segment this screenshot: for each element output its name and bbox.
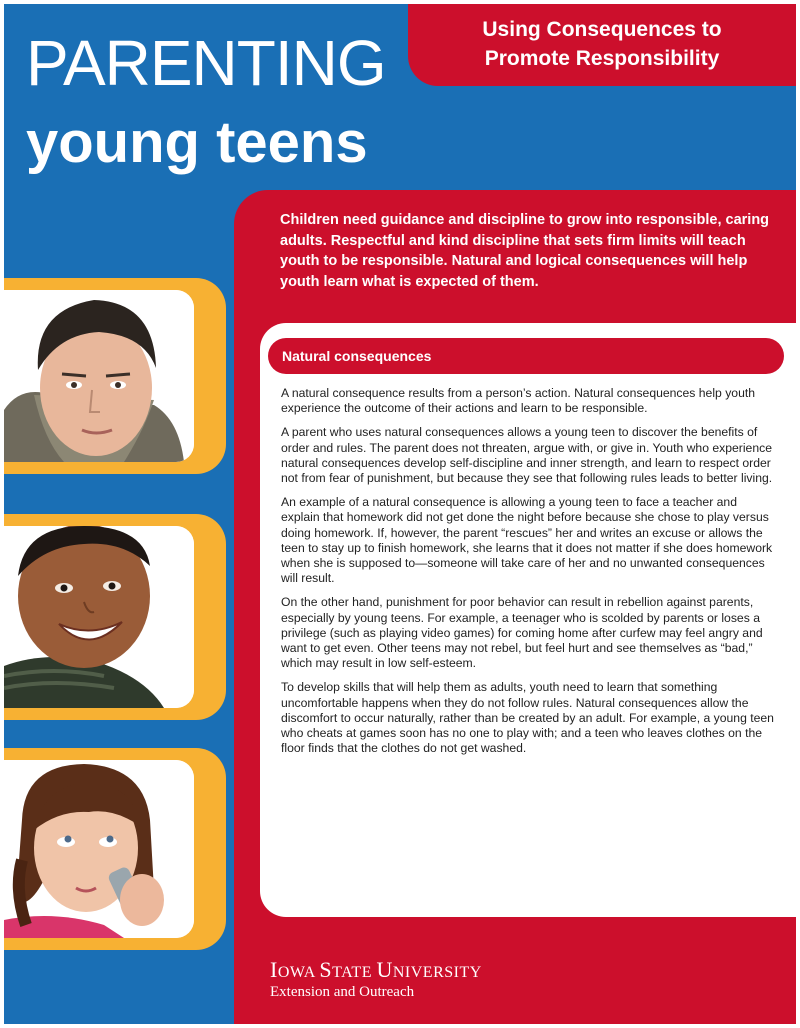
girl-phone-illustration bbox=[4, 760, 194, 938]
subtitle-line-2: Promote Responsibility bbox=[484, 47, 720, 70]
photo-girl-phone bbox=[4, 760, 194, 938]
teen-boy-illustration bbox=[4, 290, 194, 462]
university-word-owa: OWA bbox=[277, 964, 320, 981]
paragraph-4: On the other hand, punishment for poor behavior can result in rebellion against parents, especially by young teens. For example, a teenager who is scolded by parents or loses a privilege (such as playing video games) for coming home after curfew may feel angry and want to get even. Other teens may not rebel, but feel hurt and see themselves as “bad,” which may result in low self-esteem. bbox=[281, 595, 763, 671]
photo-teen-boy bbox=[4, 290, 194, 462]
university-letter-i: I bbox=[270, 957, 278, 982]
title-parenting: PARENTING bbox=[26, 27, 386, 99]
subtitle-banner bbox=[408, 4, 796, 86]
title-young-teens: young teens bbox=[26, 110, 368, 175]
photo-frame-1 bbox=[4, 278, 226, 474]
university-letter-u: U bbox=[376, 957, 393, 982]
paragraph-1: A natural consequence results from a person’s action. Natural consequences help youth experience the outcome of their actions and learn to be responsible. bbox=[281, 386, 756, 416]
section-heading: Natural consequences bbox=[268, 338, 784, 374]
photo-frame-2 bbox=[4, 514, 226, 720]
article-body bbox=[281, 386, 777, 765]
university-word-tate: TATE bbox=[332, 964, 377, 981]
university-name bbox=[270, 958, 482, 985]
paragraph-2: A parent who uses natural consequences allows a young teen to discover the benefits of order and rules. The parent does not threaten, argue with, or give in. Youth who experience natural consequences develop self-discipline and inner strength, and learn to respect order not from fear of punishment, but because they see that following rules leads to better living. bbox=[281, 425, 773, 486]
photo-smiling-boy bbox=[4, 526, 194, 708]
smiling-boy-illustration bbox=[4, 526, 194, 708]
extension-outreach: Extension and Outreach bbox=[270, 984, 415, 1000]
paragraph-5: To develop skills that will help them as adults, youth need to learn that something uncomfortable happens when they do not follow rules. Natural consequences allow the discomfort to occur naturally, rather than be created by an adult. For example, a young teen who cheats at games soon has no one to play with; and a teen who leaves clothes on the floor finds that the clothes do not get washed. bbox=[281, 680, 774, 756]
intro-paragraph: Children need guidance and discipline to grow into responsible, caring adults. Respectful and kind discipline that sets firm limits will teach youth to be responsible. Natural and logical consequences will help youth learn what is expected of them. bbox=[280, 212, 770, 290]
university-word-niversity: NIVERSITY bbox=[392, 964, 482, 981]
photo-frame-3 bbox=[4, 748, 226, 950]
paragraph-3: An example of a natural consequence is allowing a young teen to face a teacher and explain that homework did not get done the night before because she chose to play versus doing homework. If, however, the parent “rescues” her and writes an excuse or allows the teen to stay up to finish homework, she learns that it does not matter if she does homework when she is supposed to—someone will take care of her and no unwanted consequences will result. bbox=[281, 495, 773, 586]
university-letter-s: S bbox=[319, 957, 333, 982]
subtitle-line-1: Using Consequences to bbox=[482, 18, 722, 41]
